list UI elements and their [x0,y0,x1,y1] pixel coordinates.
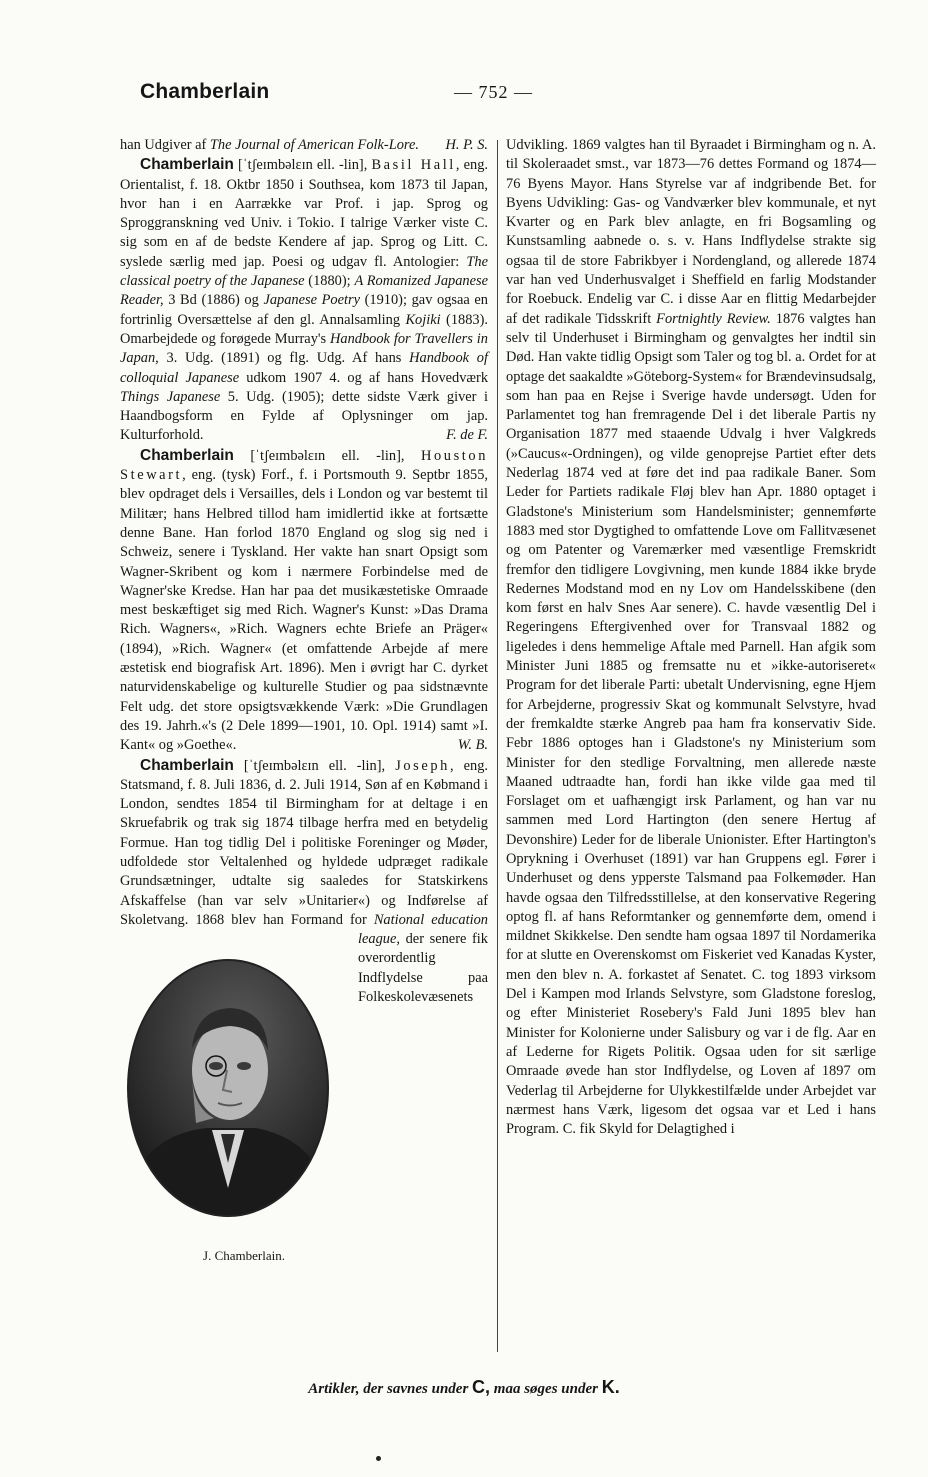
entry-joseph: Chamberlain [ˈtʃeɪmbəlɛɪn ell. -lin], Joseph, eng. Statsmand, f. 8. Juli 1836, d. 2. Juli 1914, Søn af en Købmand i London, sendtes 1854 til Birmingham for at deltage i en Skruefabrik og trak sig 1874 tilbage herfra med en betydelig Formue. Han tog tidlig Del i politiske Foreninger og Møder, udfoldede stor Veltalenhed og hyldede udpræget radikale Grundsætninger, udtalte sig saaledes for Statskirkens Afskaffelse (han var selv »Unitarier«) og Indførelse af Skoletvang. 1868 blev han Formand for J. Chamberlain. National education league, der senere fik overordentlig Indflydelse paa Folkeskolevæsenets [120,756,488,1008]
portrait-caption: J. Chamberlain. [203,1248,285,1264]
entry-headword: Chamberlain [140,156,234,174]
entry-joseph-continued: Udvikling. 1869 valgtes han til Byraadet i Birmingham og n. A. til Skoleraadet smst., var 1873—76 dettes Formand og 1874—76 Byens Mayor. Hans Styrelse var af indgribende Bet. for Byens Udvikling: Gas- og Vandværker blev kommunale, et nyt Kvarter og en Park blev anlagte, en fri Bogsamling og Kunstsamling aabnede o. s. v. Hans Indflydelse strakte sig ogsaa til de store Fabrikbyer i Nordengland, og allerede 1874 var han ved Underhusvalget i Sheffield en farlig Modstander for Roebuck. Endelig var C. i disse Aar en flittig Medarbejder af det radikale Tidsskrift Fortnightly Review. 1876 valgtes han selv til Underhuset i Birmingham og genvalgtes her indtil sin Død. Han vakte tidlig Opsigt som Taler og tog bl. a. Ordet for at optage det saakaldte »Göteborg-System« for Brændevinsudsalg, som han paa en Rejse i Sverige havde undersøgt. Uden for Parlamentet tog han fremragende Del i det liberale Partis ny Organisation 1877 med staaende Udvalg i hver Valgkreds (»Caucus«-Ordningen), og vilde genoprejse Partiet efter dets Nederlag 1874 ved at føre det ind paa radikale Baner. Som Leder for Partiets radikale Fløj blev han Apr. 1880 optaget i Gladstone's Ministerium som Handelsminister; gennemførte 1883 med stor Dygtighed to omfattende Love om Fallitvæsenet og om Patenter og Varemærker med væsentlige Fremskridt fremfor den tidligere Lovgivning, men kunde 1884 ikke bryde Redernes Modstand mod en ny Lov om Handelsskibene (den kom først en halv Snes Aar senere). C. havde væsentlig Del i Regeringens Eftergivenhed over for Transvaal 1882 og ligeledes i dens hemmelige Aftale med Parnell. Han afgik som Minister Juni 1885 og fremsatte nu et »ikke-autoriseret« Program for det liberale Parti: ubetalt Undervisning, egne Hjem for Arbejderne, progressiv Skat og kommunalt Selvstyre, hvad der fremkaldte stærke Angreb paa ham fra konservativ Side. Febr 1886 optoges han i Gladstone's ny Ministerium som Minister for den stedlige Forvaltning, men allerede næste Maaned udtraadte han, fordi han ikke vilde gaa med til Forslaget om et uafhængigt irsk Parlament, og han var nu sammen med Lord Hartington (den senere Hertug af Devonshire) Leder for de liberale Unionister. Efter Hartington's Oprykning i Overhuset (1891) var han Gruppens egl. Fører i Underhuset og dens ypperste Talsmand paa Folkemøder. Han havde ogsaa den Tilfredsstillelse, at den konservative Regering optog fl. af hans Reformtanker og gennemførte dem, omend i mildnet Skikkelse. Den sendte ham ogsaa 1897 til Nordamerika for at slutte en Overenskomst om Fiskeriet ved Kanadas Kyster, men den blev n. A. forkastet af Senatet. C. tog 1893 virksom Del i Kampen mod Irlands Selvstyre, som Gladstone foreslog, og efter Ministeriet Rosebery's Fald Juni 1895 blev han Minister for Kolonierne under Salisbury og var i de flg. Aar en af Lederne for Rigets Politik. Ogsaa uden for sit særlige Omraade øvede han stor Indflydelse, og Loven af 1897 om Vederlag til Arbejderne for Ulykkestilfælde under Arbejdet var nærmest hans Værk, ligesom det ogsaa var et Led i hans Program. C. fik Skyld for Delagtighed i [506,137,877,1138]
portrait-figure [118,932,350,1294]
author-signature: W. B. [457,737,488,754]
entry-headword: Chamberlain [140,446,234,464]
running-head [140,80,880,106]
footer-note: Artikler, der savnes under C, maa søges under K. [308,1377,620,1397]
left-column [120,136,488,1294]
entry-given-name: Houston Stewart [120,447,488,484]
running-head-title: Chamberlain [140,80,270,103]
entry-headword: Chamberlain [140,756,234,774]
right-column [506,136,876,1139]
paragraph-continuation: han Udgiver af The Journal of American Folk-Lore. H. P. S. [120,136,488,155]
entry-houston-stewart: Chamberlain [ˈtʃeɪmbəlɛɪn ell. -lin], Houston Stewart, eng. (tysk) Forf., f. i Portsmouth 9. Septbr 1855, blev opdraget dels i Versailles, dels i London og var bestemt til Militær; hans Helbred tillod ham imidlertid ikke at fortsætte denne Bane. Han forlod 1870 England og slog sig ned i Schweiz, senere i Tyskland. Her vakte han snart Opsigt som Wagner-Skribent og kom i nærmere Forbindelse med de Wagner'ske Kredse. Han har paa det musikæstetiske Omraade mest beskæftiget sig med Rich. Wagner's Kunst: »Das Drama Rich. Wagners«, »Rich. Wagners echte Briefe an Präger« (1894), »Rich. Wagner« (et omfattende Arbejde af mere æstetisk end biografisk Art. 1896). Men i øvrigt har C. dyrket naturvidenskabelige og kulturelle Studier og paa sidstnævnte Felt udg. det store opsigtsvækkende Værk: »Die Grundlagen des 19. Jahrh.«'s (2 Dele 1899—1901, 10. Opl. 1914) samt »I. Kant« og »Goethe«. W. B. [120,446,488,756]
entry-given-name: Joseph [395,757,450,774]
page-mark [376,1456,381,1461]
entry-given-name: Basil Hall [371,157,456,174]
entry-basil-hall: Chamberlain [ˈtʃeɪmbəlɛɪn ell. -lin], Basil Hall, eng. Orientalist, f. 18. Oktbr 1850 i Southsea, kom 1873 til Japan, hvor han i en Aarrække var Prof. i jap. Sprog og Sproggranskning ved Univ. i Tokio. I talrige Værker viste C. sig som en af de bedste Kendere af jap. Sprog og Litt. C. syslede særlig med jap. Poesi og udgav fl. Antologier: The classical poetry of the Japanese (1880); A Romanized Japanese Reader, 3 Bd (1886) og Japanese Poetry (1910); gav ogsaa en fortrinlig Oversættelse af den gl. Annalsamling Kojiki (1883). Omarbejdede og forøgede Murray's Handbook for Travellers in Japan, 3. Udg. (1891) og flg. Udg. Af hans Handbook of colloquial Japanese udkom 1907 4. og af hans Hovedværk Things Japanese 5. Udg. (1905); dette sidste Værk giver i Haandbogsform en Fylde af Oplysninger om jap. Kulturforhold. F. de F. [120,155,488,445]
author-signature: H. P. S. [445,137,488,153]
page-number: — 752 — [454,82,533,102]
portrait-image [126,958,330,1218]
author-signature: F. de F. [446,427,488,444]
journal-title: The Journal of American Folk-Lore. [209,137,419,153]
column-divider [497,140,498,1352]
